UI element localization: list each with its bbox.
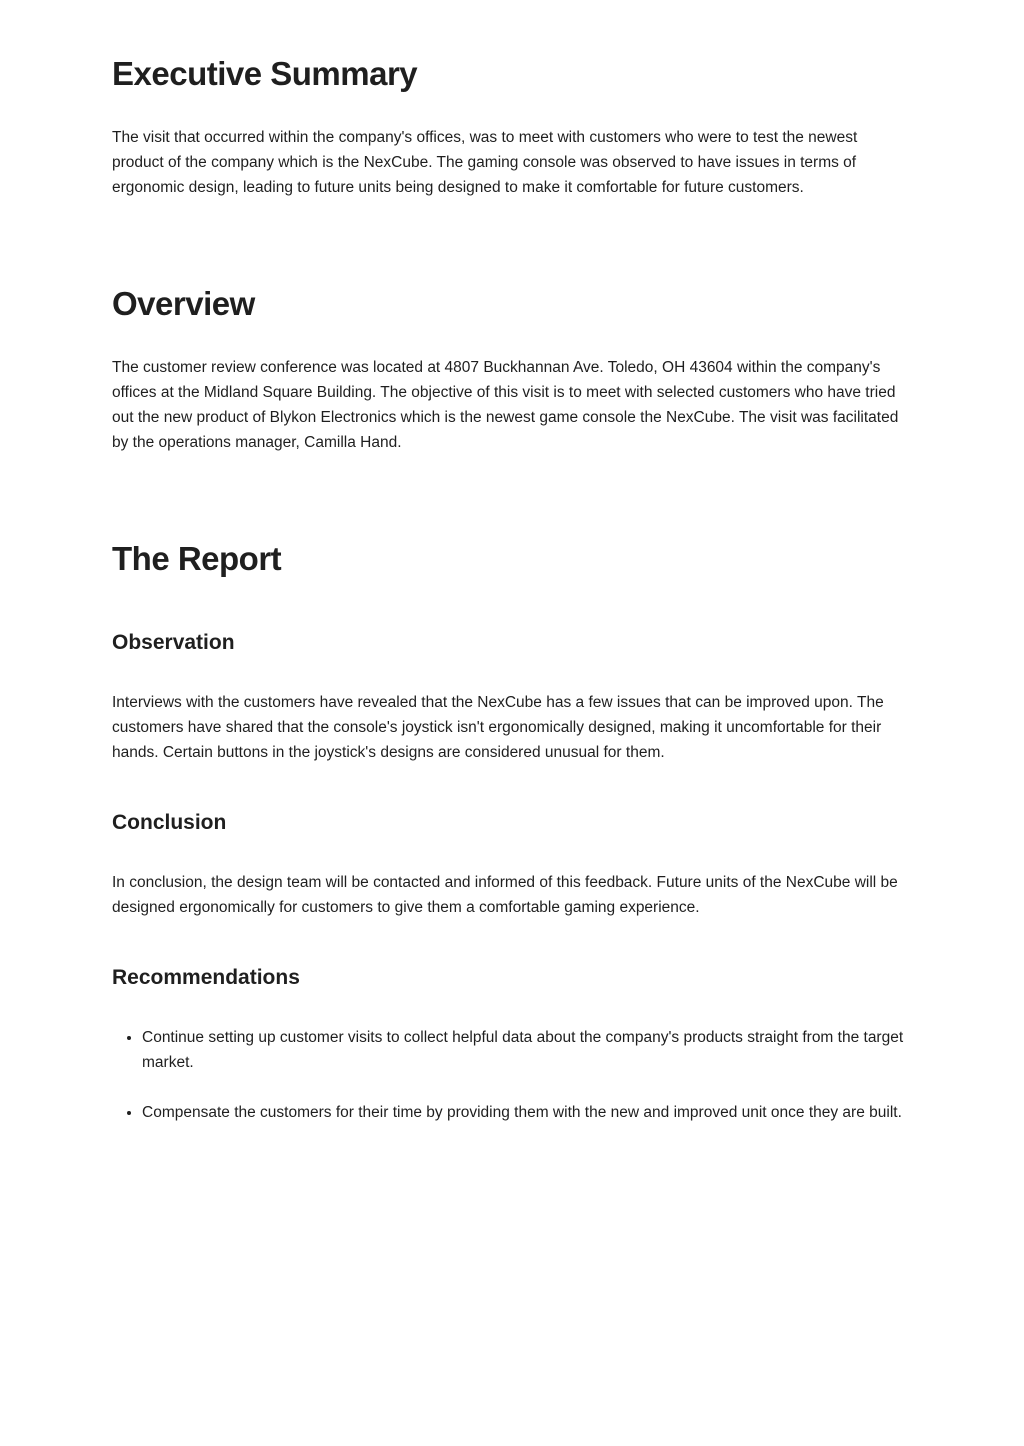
list-item: • Compensate the customers for their time by providing them with the new and improved unit once they are built.: [142, 1100, 912, 1125]
report-heading: The Report: [112, 540, 282, 577]
list-item: • Continue setting up customer visits to collect helpful data about the company's products straight from the target market.: [142, 1025, 912, 1075]
observation-heading: Observation: [112, 631, 235, 654]
executive-summary-body: The visit that occurred within the company's offices, was to meet with customers who were to test the newest product of the company which is the NexCube. The gaming console was observed to have issues in terms of ergonomic design, leading to future units being designed to make it comfortable for future customers.: [112, 129, 858, 196]
overview-body: The customer review conference was located at 4807 Buckhannan Ave. Toledo, OH 43604 within the company's offices at the Midland Square Building. The objective of this visit is to meet with selected customers who have tried out the new product of Blykon Electronics which is the newest game console the NexCube. The visit was facilitated by the operations manager, Camilla Hand.: [112, 359, 899, 451]
recommendations-heading: Recommendations: [112, 966, 300, 989]
conclusion-body: In conclusion, the design team will be contacted and informed of this feedback. Future units of the NexCube will be designed ergonomically for customers to give them a comfortable gaming experience.: [112, 874, 898, 916]
observation-body: Interviews with the customers have revealed that the NexCube has a few issues that can be improved upon. The customers have shared that the console's joystick isn't ergonomically designed, making it uncomfortable for their hands. Certain buttons in the joystick's designs are considered unusual for them.: [112, 694, 884, 761]
recommendations-list: [112, 1025, 912, 1150]
overview-heading: Overview: [112, 285, 255, 322]
executive-summary-heading: Executive Summary: [112, 55, 418, 92]
conclusion-heading: Conclusion: [112, 811, 227, 834]
